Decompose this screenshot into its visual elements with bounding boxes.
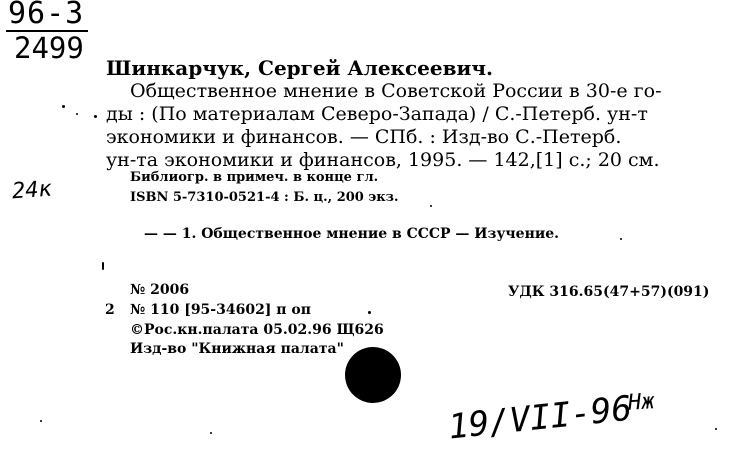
scan-speck xyxy=(102,262,104,270)
subject-heading: — — 1. Общественное мнение в СССР — Изучение. xyxy=(144,226,559,242)
copyright-line: ©Рос.кн.палата 05.02.96 Щ626 xyxy=(130,322,384,338)
handwritten-initials: Нж xyxy=(627,389,656,416)
udc-code: УДК 316.65(47+57)(091) xyxy=(508,284,710,300)
isbn-line: ISBN 5-7310-0521-4 : Б. ц., 200 экз. xyxy=(130,190,399,205)
scan-speck xyxy=(62,105,65,108)
scan-speck xyxy=(715,428,717,430)
scan-speck xyxy=(76,113,78,115)
chamber-number: № 110 [95-34602] п оп xyxy=(130,302,312,318)
author-heading: Шинкарчук, Сергей Алексеевич. xyxy=(106,56,493,80)
shelf-mark-top: 96-3 xyxy=(6,0,88,32)
bibliography-note: Библиогр. в примеч. в конце гл. xyxy=(130,170,379,185)
publisher-line: Изд-во "Книжная палата" xyxy=(130,341,344,357)
scan-speck xyxy=(430,205,432,207)
shelf-mark-bottom: 2499 xyxy=(14,31,84,65)
line-2-prefix: 2 xyxy=(105,302,115,318)
ink-blot xyxy=(345,347,401,403)
title-line-2: ды : (По материалам Северо-Запада) / С.-Петерб. ун-т xyxy=(106,103,648,125)
record-number: № 2006 xyxy=(130,282,190,298)
scan-speck xyxy=(620,238,622,240)
received-date-stamp: 19/VII-96 xyxy=(446,388,634,448)
scan-speck xyxy=(368,311,371,314)
title-line-4: ун-та экономики и финансов, 1995. — 142,[1] с.; 20 см. xyxy=(106,149,660,171)
scan-speck xyxy=(40,420,42,422)
scan-speck xyxy=(94,115,97,118)
title-line-3: экономики и финансов. — СПб. : Изд-во С.-Петерб. xyxy=(106,126,622,148)
title-line-1: Общественное мнение в Советской России в 30-е го- xyxy=(130,80,662,102)
handwritten-note: 24к xyxy=(11,176,53,205)
scan-speck xyxy=(210,432,212,434)
